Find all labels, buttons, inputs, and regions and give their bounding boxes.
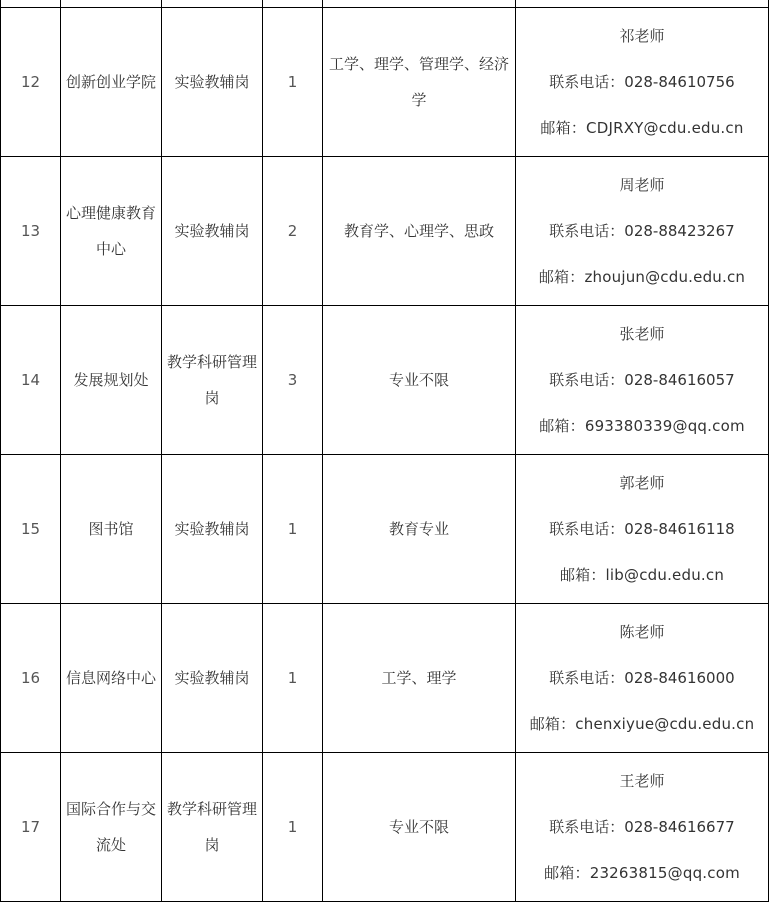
count-cell: 1	[263, 753, 323, 902]
contact-phone: 联系电话：028-84616000	[549, 669, 735, 687]
row-number: 16	[1, 604, 61, 753]
row-number: 14	[1, 306, 61, 455]
department-cell: 国际合作与交流处	[61, 753, 162, 902]
table-row	[1, 306, 769, 455]
count-cell: 1	[263, 604, 323, 753]
row-number: 13	[1, 157, 61, 306]
contact-email: 邮箱：lib@cdu.edu.cn	[559, 566, 725, 584]
table-cell	[263, 0, 323, 8]
contact-email: 邮箱：693380339@qq.com	[539, 417, 745, 435]
major-cell: 教育学、心理学、思政	[323, 157, 516, 306]
contact-name: 郭老师	[619, 474, 665, 492]
contact-cell	[516, 306, 769, 455]
table-row	[1, 8, 769, 157]
row-number: 15	[1, 455, 61, 604]
major-cell: 工学、理学、管理学、经济学	[323, 8, 516, 157]
count-cell: 1	[263, 8, 323, 157]
contact-name: 王老师	[619, 772, 665, 790]
table-cell	[323, 0, 516, 8]
department-cell: 信息网络中心	[61, 604, 162, 753]
contact-name: 张老师	[619, 325, 665, 343]
contact-name: 陈老师	[619, 623, 665, 641]
department-cell: 发展规划处	[61, 306, 162, 455]
table-cell	[162, 0, 263, 8]
contact-phone: 联系电话：028-84616057	[549, 371, 735, 389]
contact-phone: 联系电话：028-84610756	[549, 73, 735, 91]
table-row	[1, 157, 769, 306]
contact-phone: 联系电话：028-84616118	[549, 520, 735, 538]
position-cell: 实验教辅岗	[162, 8, 263, 157]
contact-cell	[516, 157, 769, 306]
position-cell: 教学科研管理岗	[162, 306, 263, 455]
table-row	[1, 753, 769, 902]
department-cell: 心理健康教育中心	[61, 157, 162, 306]
row-number: 17	[1, 753, 61, 902]
contact-cell	[516, 604, 769, 753]
table-cell	[61, 0, 162, 8]
major-cell: 工学、理学	[323, 604, 516, 753]
contact-cell	[516, 455, 769, 604]
major-cell: 教育专业	[323, 455, 516, 604]
table-row-partial	[1, 0, 769, 8]
department-cell: 创新创业学院	[61, 8, 162, 157]
contact-phone: 联系电话：028-88423267	[549, 222, 735, 240]
contact-cell	[516, 8, 769, 157]
count-cell: 3	[263, 306, 323, 455]
position-cell: 教学科研管理岗	[162, 753, 263, 902]
contact-phone: 联系电话：028-84616677	[549, 818, 735, 836]
major-cell: 专业不限	[323, 306, 516, 455]
contact-name: 周老师	[619, 176, 665, 194]
contact-email: 邮箱：zhoujun@cdu.edu.cn	[538, 268, 746, 286]
contact-cell	[516, 753, 769, 902]
contact-email: 邮箱：CDJRXY@cdu.edu.cn	[540, 119, 744, 137]
contact-name: 祁老师	[619, 27, 665, 45]
count-cell: 1	[263, 455, 323, 604]
position-cell: 实验教辅岗	[162, 455, 263, 604]
major-cell: 专业不限	[323, 753, 516, 902]
table-row	[1, 604, 769, 753]
contact-email: 邮箱：23263815@qq.com	[544, 864, 740, 882]
count-cell: 2	[263, 157, 323, 306]
table-cell	[1, 0, 61, 8]
position-cell: 实验教辅岗	[162, 604, 263, 753]
department-cell: 图书馆	[61, 455, 162, 604]
position-cell: 实验教辅岗	[162, 157, 263, 306]
row-number: 12	[1, 8, 61, 157]
table-cell	[516, 0, 769, 8]
table-row	[1, 455, 769, 604]
contact-email: 邮箱：chenxiyue@cdu.edu.cn	[529, 715, 755, 733]
